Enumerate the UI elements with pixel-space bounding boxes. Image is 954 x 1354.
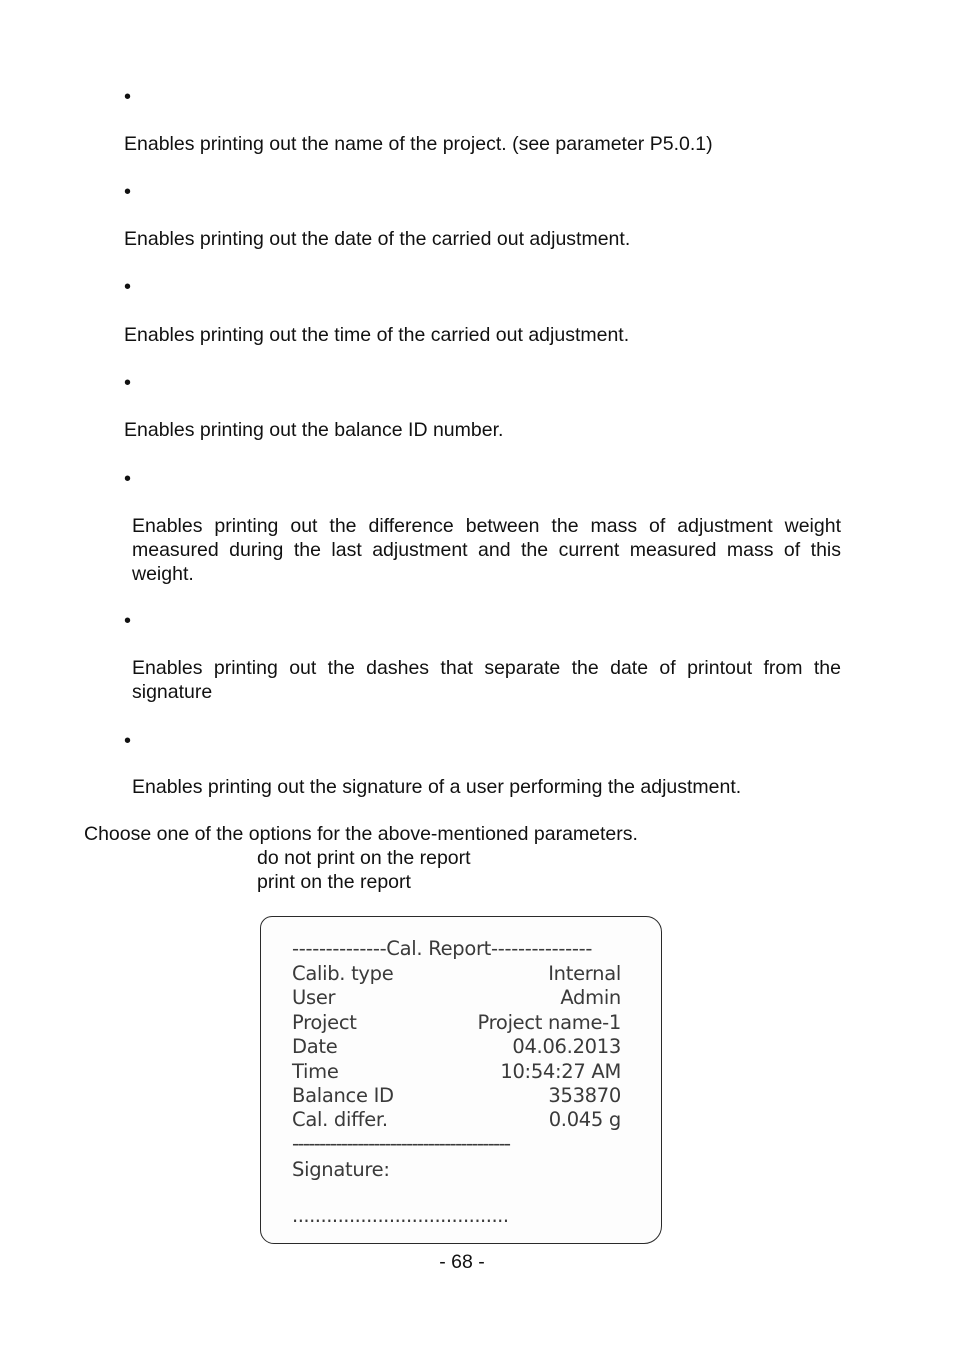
item-description-date: Enables printing out the date of the carried out adjustment.	[124, 228, 631, 250]
report-row-value: 353870	[548, 1083, 621, 1107]
report-signature-label: Signature:	[292, 1157, 390, 1181]
report-signature-line: ......................................	[292, 1204, 509, 1227]
report-row-value: Project name-1	[477, 1010, 621, 1034]
report-row-date	[292, 1035, 621, 1059]
report-row-label: Date	[292, 1035, 338, 1059]
report-row-calib-type	[292, 962, 621, 986]
report-row-balance-id	[292, 1084, 621, 1108]
item-description-cal-differ: Enables printing out the difference between the mass of adjustment weight measured during the last adjustment and the current measured mass of this weight.	[132, 515, 841, 585]
report-row-label: Balance ID	[292, 1083, 394, 1107]
item-description-dashes: Enables printing out the dashes that separate the date of printout from the signature	[132, 657, 841, 703]
bullet-marker: •	[124, 610, 132, 632]
report-row-value: 10:54:27 AM	[500, 1059, 621, 1083]
bullet-marker: •	[124, 372, 132, 394]
bullet-marker: •	[124, 730, 132, 752]
bullet-marker: •	[124, 468, 132, 490]
report-row-time	[292, 1060, 621, 1084]
bullet-marker: •	[124, 276, 132, 298]
report-row-value: 0.045 g	[548, 1108, 621, 1132]
item-description-balance-id: Enables printing out the balance ID number.	[124, 419, 504, 441]
report-row-value: Admin	[560, 986, 621, 1010]
option-print: print on the report	[257, 871, 411, 893]
report-separator: ----------------------------------------	[292, 1132, 510, 1155]
report-row-label: Project	[292, 1010, 357, 1034]
calibration-report-printout	[260, 916, 662, 1244]
report-row-label: Calib. type	[292, 962, 394, 985]
item-description-signature: Enables printing out the signature of a user performing the adjustment.	[132, 776, 742, 798]
report-header: --------------Cal. Report---------------	[292, 937, 593, 960]
item-description-project: Enables printing out the name of the project. (see parameter P5.0.1)	[124, 133, 713, 155]
report-row-project	[292, 1011, 621, 1035]
report-row-value: 04.06.2013	[512, 1035, 621, 1059]
report-row-value: Internal	[548, 962, 621, 985]
bullet-marker: •	[124, 181, 132, 203]
report-row-label: Time	[292, 1059, 339, 1083]
page-number: - 68 -	[439, 1251, 485, 1273]
item-description-time: Enables printing out the time of the carried out adjustment.	[124, 324, 630, 346]
report-row-cal-differ	[292, 1108, 621, 1132]
report-row-label: Cal. differ.	[292, 1108, 388, 1132]
bullet-marker: •	[124, 86, 132, 108]
report-row-user	[292, 986, 621, 1010]
report-row-label: User	[292, 986, 336, 1010]
option-do-not-print: do not print on the report	[257, 847, 471, 869]
options-intro: Choose one of the options for the above-mentioned parameters.	[84, 823, 638, 845]
report-content	[292, 936, 621, 1227]
